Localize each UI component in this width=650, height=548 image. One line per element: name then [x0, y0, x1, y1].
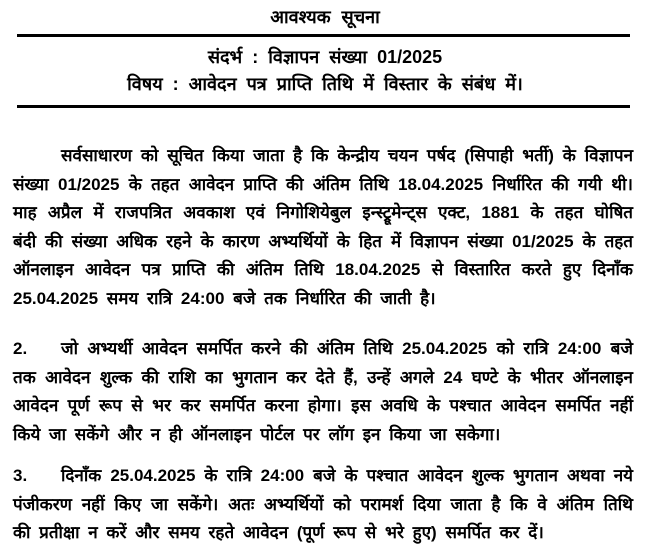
- paragraph-2-number: 2.: [13, 339, 28, 358]
- paragraph-3-number: 3.: [13, 466, 28, 485]
- notice-body: [13, 108, 633, 548]
- notice-title: आवश्यक सूचना: [270, 7, 380, 27]
- paragraph-3-text: दिनाँक 25.04.2025 के रात्रि 24:00 बजे के पश्चात आवेदन शुल्क भुगतान अथवा नये पंजीकरण नहीं किए जा सकेंगे। अतः अभ्यर्थियों को परामर्श दिया जाता है कि वे अंतिम तिथि की प्रतीक्षा न करें और समय रहते आवेदन (पूर्ण रूप से भरे हुए) समर्पित कर दें।: [13, 466, 633, 542]
- paragraph-intro: [13, 142, 633, 313]
- reference-line: संदर्भ : विज्ञापन संख्या 01/2025: [207, 47, 443, 67]
- paragraph-intro-text: सर्वसाधारण को सूचित किया जाता है कि केन्द्रीय चयन पर्षद (सिपाही भर्ती) के विज्ञापन संख्या 01/2025 के तहत आवेदन प्राप्ति की अंतिम तिथि 18.04.2025 निर्धारित की गयी थी। माह अप्रैल में राजपत्रित अवकाश एवं निगोशियेबुल इन्स्ट्रूमेन्ट्स एक्ट, 1881 के तहत घोषित बंदी की संख्या अधिक रहने के कारण अभ्यर्थियों के हित में विज्ञापन संख्या 01/2025 के तहत ऑनलाइन आवेदन पत्र प्राप्ति की अंतिम तिथि 18.04.2025 से विस्तारित करते हुए दिनाँक 25.04.2025 समय रात्रि 24:00 बजे तक निर्धारित की जाती है।: [13, 146, 633, 308]
- paragraph-2: [13, 335, 633, 449]
- subject-line: विषय : आवेदन पत्र प्राप्ति तिथि में विस्तार के संबंध में।: [127, 74, 523, 94]
- top-divider: [17, 34, 630, 37]
- paragraph-2-text: जो अभ्यर्थी आवेदन समर्पित करने की अंतिम तिथि 25.04.2025 को रात्रि 24:00 बजे तक आवेदन शुल्क की राशि का भुगतान कर देते हैं, उन्हें अगले 24 घण्टे के भीतर ऑनलाइन आवेदन पूर्ण रूप से भर कर समर्पित करना होगा। इस अवधि के पश्चात आवेदन समर्पित नहीं किये जा सकेंगे और न ही ऑनलाइन पोर्टल पर लॉग इन किया जा सकेगा।: [13, 339, 633, 444]
- paragraph-3: [13, 462, 633, 548]
